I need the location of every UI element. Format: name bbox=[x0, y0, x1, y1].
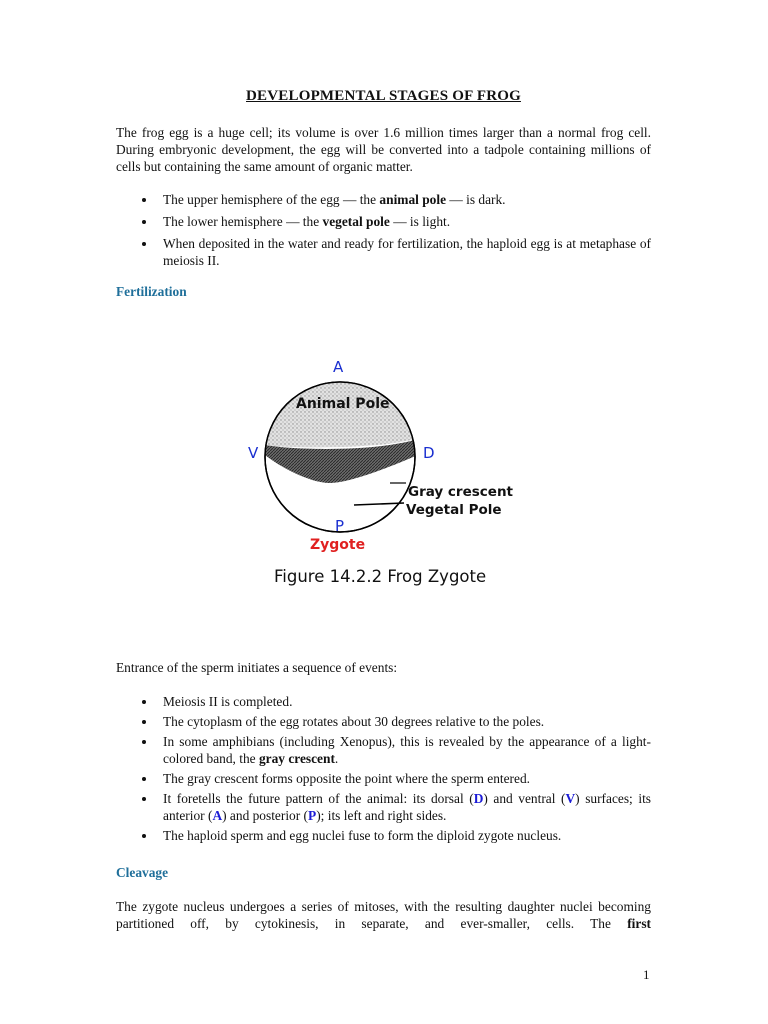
page-number: 1 bbox=[643, 967, 650, 982]
list-item: It foretells the future pattern of the animal: its dorsal (D) and ventral (V) surfaces; its anterior (A) and posterior (P); its left and right sides. bbox=[116, 790, 651, 824]
zygote-label: Zygote bbox=[310, 537, 366, 553]
list-item: The upper hemisphere of the egg — the animal pole — is dark. bbox=[116, 191, 651, 208]
label-a: A bbox=[333, 358, 344, 376]
list-item: Meiosis II is completed. bbox=[116, 693, 651, 710]
gray-crescent-label: Gray crescent bbox=[408, 484, 514, 500]
document-title: DEVELOPMENTAL STAGES OF FROG bbox=[246, 88, 521, 104]
list-item: When deposited in the water and ready for fertilization, the haploid egg is at metaphase of meiosis II. bbox=[116, 235, 651, 269]
label-d: D bbox=[423, 444, 435, 462]
animal-pole-label: Animal Pole bbox=[296, 396, 390, 412]
cleavage-paragraph: The zygote nucleus undergoes a series of mitoses, with the resulting daughter nuclei becoming partitioned off, by cytokinesis, in separate, and ever-smaller, cells. The first bbox=[116, 899, 651, 931]
figure-caption: Figure 14.2.2 Frog Zygote bbox=[274, 567, 487, 586]
intro-paragraph: The frog egg is a huge cell; its volume is over 1.6 million times larger than a normal frog cell. During embryonic development, the egg will be converted into a tadpole containing millions of cells but containing the same amount of organic matter. bbox=[116, 125, 651, 174]
list-item: The gray crescent forms opposite the point where the sperm entered. bbox=[116, 770, 651, 787]
label-p: P bbox=[335, 517, 345, 535]
cleavage-heading: Cleavage bbox=[116, 865, 169, 880]
list-item: The cytoplasm of the egg rotates about 30 degrees relative to the poles. bbox=[116, 713, 651, 730]
sperm-events-list bbox=[116, 693, 651, 844]
sperm-intro-paragraph: Entrance of the sperm initiates a sequence of events: bbox=[116, 660, 398, 675]
vegetal-pole-label: Vegetal Pole bbox=[406, 502, 502, 518]
list-item: The lower hemisphere — the vegetal pole — is light. bbox=[116, 213, 651, 230]
egg-bullet-list bbox=[116, 191, 651, 269]
frog-zygote-figure bbox=[240, 355, 540, 595]
fertilization-heading: Fertilization bbox=[116, 284, 187, 299]
label-v: V bbox=[248, 444, 259, 462]
list-item: The haploid sperm and egg nuclei fuse to form the diploid zygote nucleus. bbox=[116, 827, 651, 844]
list-item: In some amphibians (including Xenopus), this is revealed by the appearance of a light-colored band, the gray crescent. bbox=[116, 733, 651, 767]
